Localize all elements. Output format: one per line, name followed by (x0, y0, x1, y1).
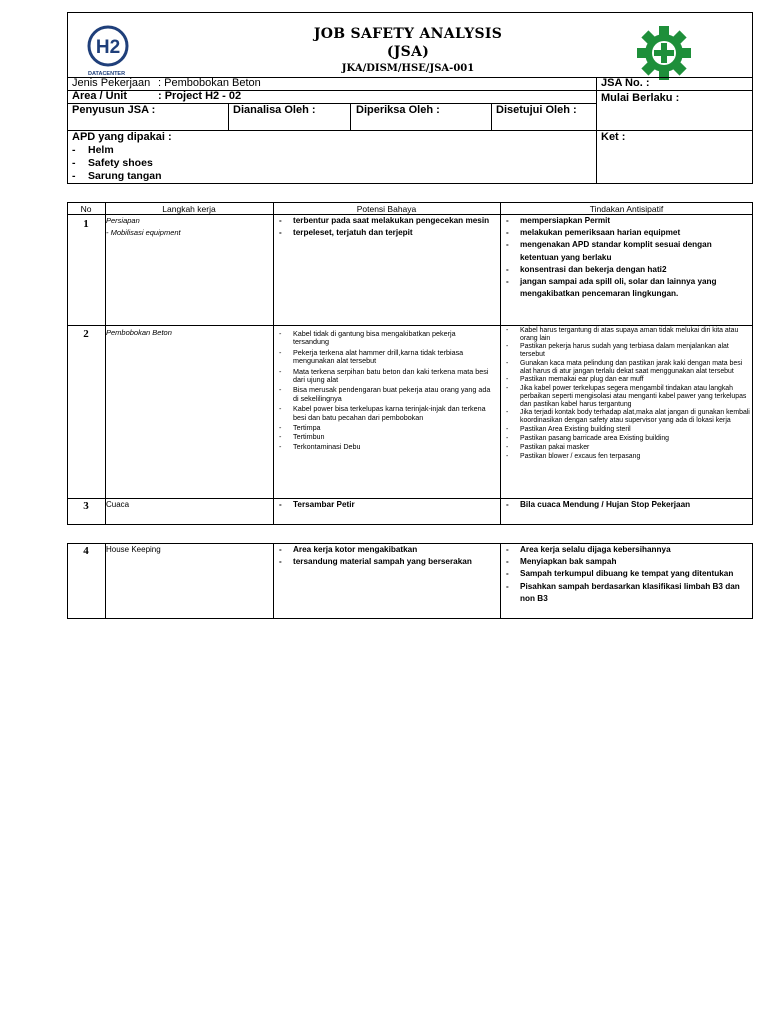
row-number: 3 (83, 500, 89, 512)
list-item: - Pekerja terkena alat hammer drill,karna tidak terbiasa mengunakan alat tersebut (279, 347, 464, 366)
safety-gear-icon (636, 25, 692, 81)
col-header-step: Langkah kerja (162, 204, 216, 214)
row-number: 2 (83, 328, 89, 340)
ppe-list (72, 144, 272, 182)
list-item: - jangan sampai ada spill oli, solar dan lainnya yang mengakibatkan pencemaran lingkungan. (506, 277, 717, 299)
notes-label: Ket : (601, 131, 626, 143)
list-item: - konsentrasi dan bekerja dengan hati2 (506, 264, 667, 274)
action-list (506, 215, 746, 300)
logo-caption: DATACENTER (88, 71, 126, 77)
list-item: - Jika kabel power terkelupas segera mengambil tindakan atau langkah perbaikan seperti mengisolasi atau menganti kabel pawer yang terkelupas dan pastikan kabel harus tergantung (506, 385, 747, 408)
ppe-label: APD yang dipakai : (72, 131, 172, 143)
list-item: - Pastikan pakai masker (506, 443, 590, 451)
action-list (506, 499, 746, 511)
list-item: - terpeleset, terjatuh dan terjepit (279, 228, 413, 238)
step-text: Cuaca (106, 500, 130, 509)
step-text: House Keeping (106, 545, 161, 554)
list-item: - Kabel tidak di gantung bisa mengakibatkan pekerja tersandung (279, 329, 456, 347)
checked-by-label: Diperiksa Oleh : (356, 104, 440, 116)
hazard-list (279, 544, 493, 568)
step-text: Pembobokan Beton (106, 328, 172, 337)
action-list (506, 327, 752, 460)
area-label: Area / Unit (72, 90, 128, 102)
action-list (506, 544, 750, 605)
list-item: - Tertimbun (279, 431, 325, 441)
jsa-number-label: JSA No. : (601, 77, 650, 89)
row-number: 1 (83, 218, 89, 230)
analyzed-by-label: Dianalisa Oleh : (233, 104, 316, 116)
company-logo (82, 24, 138, 78)
hazard-list (279, 499, 491, 511)
col-header-action: Tindakan Antisipatif (589, 204, 664, 214)
list-item: - mengenakan APD standar komplit sesuai dengan ketentuan yang berlaku (506, 240, 712, 262)
list-item: - Kabel harus tergantung di atas supaya aman tidak melukai diri kita atau orang lain (506, 327, 739, 342)
list-item: - terbentur pada saat melakukan pengecekan mesin (279, 216, 490, 225)
col-header-hazard: Potensi Bahaya (356, 204, 417, 214)
job-type-label: Jenis Pekerjaan (72, 77, 151, 89)
step-text: - Mobilisasi equipment (106, 228, 181, 237)
svg-text:H2: H2 (95, 37, 121, 58)
list-item: - Safety shoes (72, 156, 153, 169)
list-item: - mempersiapkan Permit (506, 216, 611, 225)
list-item: - Jika terjadi kontak body terhadap alat,maka alat jangan di gunakan kembali koordinasikan dengan safety atau supervisor yang ada di lokasi kerja (506, 409, 750, 425)
area-value: : Project H2 - 02 (158, 90, 242, 102)
list-item: - melakukan pemeriksaan harian equipmet (506, 228, 681, 238)
list-item: - Helm (72, 144, 114, 156)
list-item: - Pastikan pasang barricade area Existing building (506, 434, 670, 442)
list-item: - Pisahkan sampah berdasarkan klasifikasi limbah B3 dan non B3 (506, 581, 740, 603)
step-text: Persiapan (106, 216, 140, 225)
col-header-no: No (80, 204, 92, 214)
list-item: - Kabel power bisa terkelupas karna terinjak-injak dan terkena besi dan batu pecahan dari pembobokan (279, 404, 486, 422)
list-item: - Tersambar Petir (279, 500, 355, 509)
list-item: - Menyiapkan bak sampah (506, 557, 617, 567)
list-item: - tersandung material sampah yang berserakan (279, 557, 472, 567)
prepared-by-label: Penyusun JSA : (72, 104, 156, 116)
effective-date-label: Mulai Berlaku : (601, 92, 680, 104)
list-item: - Area kerja kotor mengakibatkan (279, 545, 418, 554)
list-item: - Pastikan pekerja harus sudah yang terbiasa dalam menjalankan alat tersebut (506, 343, 729, 359)
list-item: - Pastikan Area Existing building steril (506, 425, 631, 433)
list-item: - Bila cuaca Mendung / Hujan Stop Pekerjaan (506, 500, 691, 509)
document-title: JOB SAFETY ANALYSIS (313, 26, 503, 42)
job-type-value: : Pembobokan Beton (158, 77, 261, 89)
list-item: - Pastikan blower / excaus fen terpasang (506, 452, 641, 460)
list-item: - Tertimpa (279, 423, 321, 433)
hazard-list (279, 330, 493, 452)
approved-by-label: Disetujui Oleh : (496, 104, 577, 116)
list-item: - Sarung tangan (72, 169, 162, 182)
row-number: 4 (83, 545, 89, 557)
list-item: - Area kerja selalu dijaga kebersihannya (506, 545, 671, 554)
document-number: JKA/DISM/HSE/JSA-001 (341, 63, 475, 74)
hazard-list (279, 215, 491, 239)
list-item: - Bisa merusak pendengaran buat pekerja atau orang yang ada di sekelilingnya (279, 385, 491, 403)
document-subtitle: (JSA) (386, 44, 430, 60)
list-item: - Mata terkena serpihan batu beton dan kaki terkena mata besi dari ujung alat (279, 366, 489, 385)
list-item: - Pastikan memakai ear plug dan ear muff (506, 376, 644, 384)
list-item: - Sampah terkumpul dibuang ke tempat yang ditentukan (506, 569, 734, 579)
list-item: - Terkontaminasi Debu (279, 442, 361, 452)
list-item: - Gunakan kaca mata pelindung dan pastikan jarak kaki dengan mata besi alat harus di atur jangan terlalu dekat saat menggunakan alat tersebut (506, 359, 743, 375)
